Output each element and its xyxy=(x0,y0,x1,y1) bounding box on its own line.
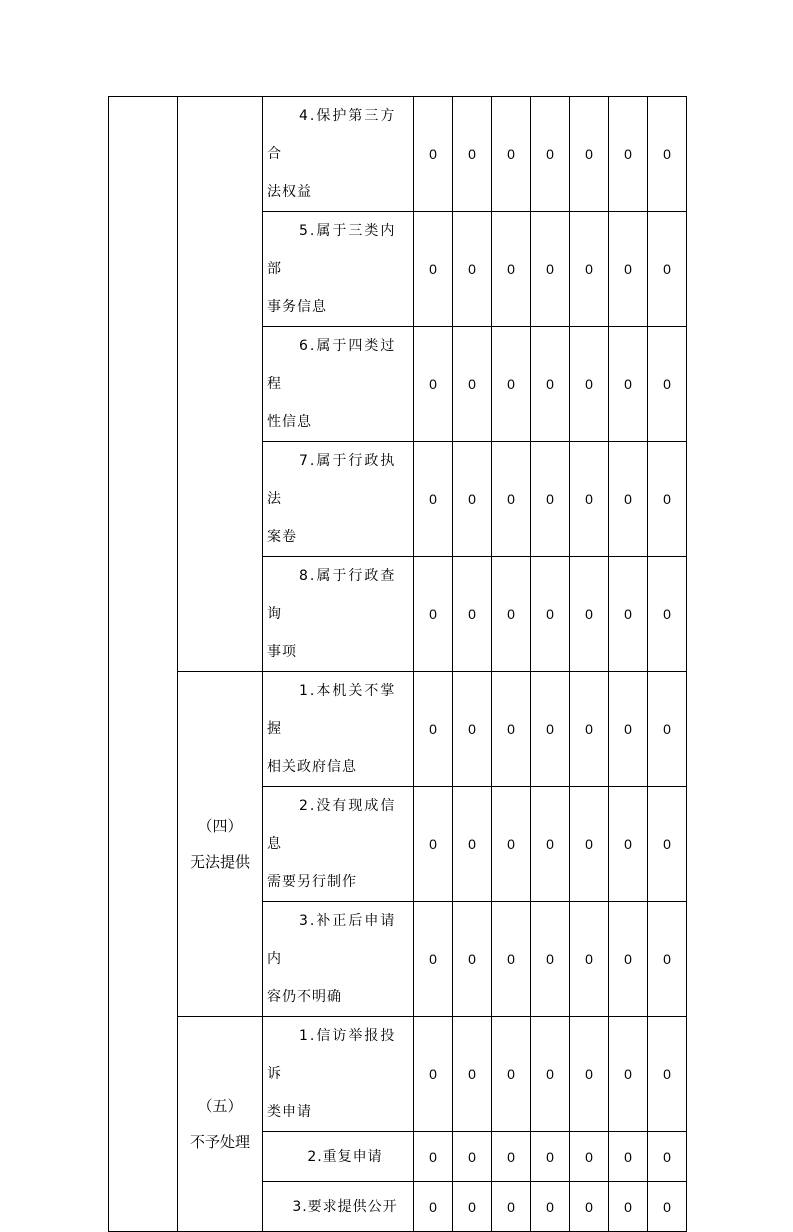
value-cell: 0 xyxy=(492,97,531,212)
value-cell: 0 xyxy=(609,672,648,787)
value-cell: 0 xyxy=(648,902,687,1017)
row-label: 8.属于行政查询 事项 xyxy=(263,557,414,672)
value-cell: 0 xyxy=(648,212,687,327)
value-cell: 0 xyxy=(648,787,687,902)
value-cell: 0 xyxy=(414,672,453,787)
value-cell: 0 xyxy=(492,1132,531,1182)
value-cell: 0 xyxy=(453,672,492,787)
value-cell: 0 xyxy=(414,327,453,442)
table-row xyxy=(109,672,687,787)
outer-category-cell xyxy=(109,97,178,1232)
value-cell: 0 xyxy=(570,442,609,557)
value-cell: 0 xyxy=(531,442,570,557)
row-label: 2.重复申请 xyxy=(263,1132,414,1182)
table-row xyxy=(109,1017,687,1132)
value-cell: 0 xyxy=(570,212,609,327)
value-cell: 0 xyxy=(531,1132,570,1182)
value-cell: 0 xyxy=(648,327,687,442)
continued-group-cell xyxy=(178,97,263,672)
value-cell: 0 xyxy=(453,97,492,212)
value-cell: 0 xyxy=(609,97,648,212)
value-cell: 0 xyxy=(648,442,687,557)
value-cell: 0 xyxy=(453,442,492,557)
value-cell: 0 xyxy=(570,1182,609,1232)
value-cell: 0 xyxy=(453,557,492,672)
value-cell: 0 xyxy=(531,902,570,1017)
row-label: 7.属于行政执法 案卷 xyxy=(263,442,414,557)
value-cell: 0 xyxy=(570,787,609,902)
row-label: 1.信访举报投诉 类申请 xyxy=(263,1017,414,1132)
value-cell: 0 xyxy=(453,1182,492,1232)
value-cell: 0 xyxy=(492,672,531,787)
value-cell: 0 xyxy=(570,672,609,787)
value-cell: 0 xyxy=(570,557,609,672)
value-cell: 0 xyxy=(414,442,453,557)
value-cell: 0 xyxy=(414,1017,453,1132)
value-cell: 0 xyxy=(609,1132,648,1182)
value-cell: 0 xyxy=(531,327,570,442)
value-cell: 0 xyxy=(453,1132,492,1182)
value-cell: 0 xyxy=(492,1017,531,1132)
value-cell: 0 xyxy=(492,212,531,327)
value-cell: 0 xyxy=(414,97,453,212)
row-label: 2.没有现成信息 需要另行制作 xyxy=(263,787,414,902)
value-cell: 0 xyxy=(531,557,570,672)
value-cell: 0 xyxy=(570,1132,609,1182)
group-cell-not-processed: （五） 不予处理 xyxy=(178,1017,263,1232)
value-cell: 0 xyxy=(492,557,531,672)
value-cell: 0 xyxy=(570,902,609,1017)
value-cell: 0 xyxy=(609,442,648,557)
value-cell: 0 xyxy=(648,1017,687,1132)
value-cell: 0 xyxy=(453,787,492,902)
value-cell: 0 xyxy=(492,327,531,442)
value-cell: 0 xyxy=(492,1182,531,1232)
value-cell: 0 xyxy=(531,97,570,212)
row-label: 6.属于四类过程 性信息 xyxy=(263,327,414,442)
value-cell: 0 xyxy=(414,787,453,902)
value-cell: 0 xyxy=(492,902,531,1017)
value-cell: 0 xyxy=(453,327,492,442)
value-cell: 0 xyxy=(648,557,687,672)
value-cell: 0 xyxy=(531,212,570,327)
value-cell: 0 xyxy=(414,557,453,672)
table-row xyxy=(109,97,687,212)
value-cell: 0 xyxy=(414,902,453,1017)
value-cell: 0 xyxy=(609,1017,648,1132)
value-cell: 0 xyxy=(531,672,570,787)
value-cell: 0 xyxy=(492,442,531,557)
value-cell: 0 xyxy=(453,902,492,1017)
row-label: 3.要求提供公开 xyxy=(263,1182,414,1232)
value-cell: 0 xyxy=(609,557,648,672)
group-cell-unable-to-provide: （四） 无法提供 xyxy=(178,672,263,1017)
row-label: 4.保护第三方合 法权益 xyxy=(263,97,414,212)
value-cell: 0 xyxy=(609,902,648,1017)
value-cell: 0 xyxy=(609,212,648,327)
value-cell: 0 xyxy=(414,212,453,327)
value-cell: 0 xyxy=(609,787,648,902)
value-cell: 0 xyxy=(453,212,492,327)
value-cell: 0 xyxy=(531,1182,570,1232)
value-cell: 0 xyxy=(414,1182,453,1232)
value-cell: 0 xyxy=(453,1017,492,1132)
row-label: 1.本机关不掌握 相关政府信息 xyxy=(263,672,414,787)
row-label: 5.属于三类内部 事务信息 xyxy=(263,212,414,327)
value-cell: 0 xyxy=(570,97,609,212)
value-cell: 0 xyxy=(648,97,687,212)
row-label: 3.补正后申请内 容仍不明确 xyxy=(263,902,414,1017)
value-cell: 0 xyxy=(609,327,648,442)
value-cell: 0 xyxy=(531,787,570,902)
value-cell: 0 xyxy=(648,1182,687,1232)
table-body xyxy=(109,97,687,1232)
value-cell: 0 xyxy=(609,1182,648,1232)
value-cell: 0 xyxy=(531,1017,570,1132)
value-cell: 0 xyxy=(648,1132,687,1182)
value-cell: 0 xyxy=(492,787,531,902)
value-cell: 0 xyxy=(648,672,687,787)
value-cell: 0 xyxy=(570,1017,609,1132)
value-cell: 0 xyxy=(570,327,609,442)
value-cell: 0 xyxy=(414,1132,453,1182)
statistics-table xyxy=(108,96,687,1232)
